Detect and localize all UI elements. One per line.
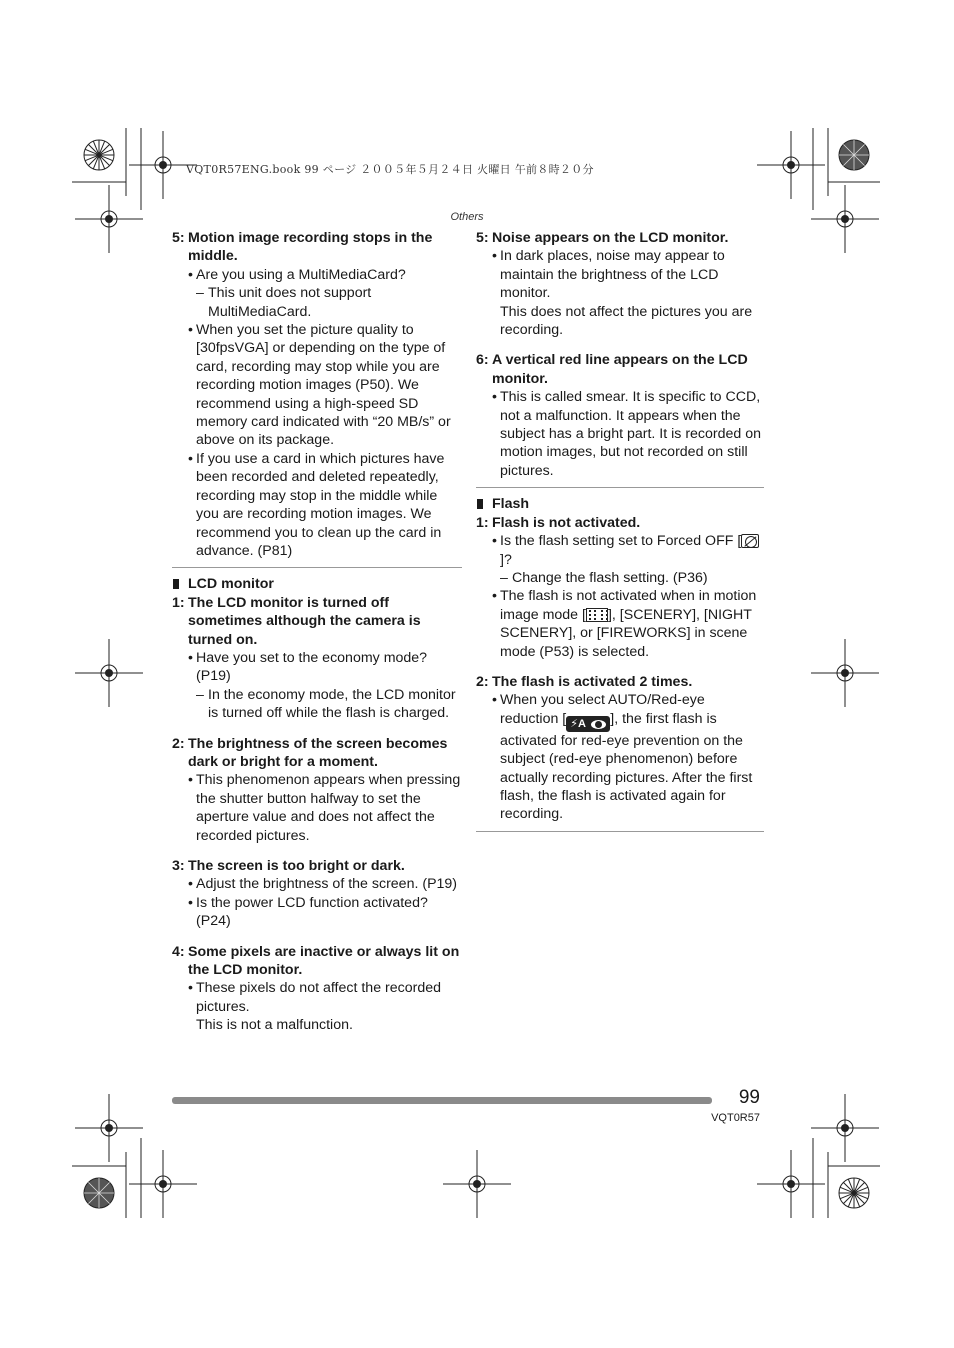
dash-item: – Change the flash setting. (P36) xyxy=(500,569,708,586)
right-column xyxy=(476,229,764,832)
square-bullet-icon xyxy=(477,499,483,509)
question-heading: 1: Flash is not activated. xyxy=(476,514,641,531)
bullet-item: • Adjust the brightness of the screen. (P19) xyxy=(188,876,458,893)
question-heading: 5: Motion image recording stops in the middle. xyxy=(172,230,433,265)
red-eye-reduction-icon: ⚡A xyxy=(566,716,610,732)
page-number: 99 xyxy=(738,1087,760,1108)
bullet-icon: • xyxy=(188,649,193,666)
dash-icon: – xyxy=(500,569,508,586)
bullet-item: • This is called smear. It is specific to CCD, not a malfunction. It appears when the subject has a bright part. It is recorded on motion images, but not recorded on still pictures. xyxy=(492,389,762,479)
bullet-item: • When you set the picture quality to [30fpsVGA] or depending on the type of card, recording may stop while you are recording motion images (P50). We recommend using a high-speed SD memory card indicated with “20 MB/s” or above on its package. xyxy=(188,322,451,449)
bullet-icon: • xyxy=(188,980,193,997)
bullet-icon: • xyxy=(188,322,193,339)
question-heading: 2: The flash is activated 2 times. xyxy=(476,673,693,690)
bullet-icon: • xyxy=(188,450,193,467)
bullet-icon: • xyxy=(188,894,193,911)
bullet-icon: • xyxy=(492,588,497,605)
question-heading: 5: Noise appears on the LCD monitor. xyxy=(476,230,729,246)
flash-off-icon xyxy=(741,534,759,548)
bullet-icon: • xyxy=(492,389,497,406)
bullet-item: • When you select AUTO/Red-eye reduction [ ⚡A ], the first flash is activated for red-eye prevention on the subject (red-eye phenomenon) before actually recording pictures. After the first flash, the flash is activated again for recording. xyxy=(492,692,753,823)
paragraph: This does not affect the pictures you are recording. xyxy=(500,303,753,339)
bullet-icon: • xyxy=(188,876,193,893)
bullet-item: • In dark places, noise may appear to maintain the brightness of the LCD monitor. xyxy=(492,248,725,302)
bullet-item: • If you use a card in which pictures have been recorded and deleted repeatedly, recording may stop in the middle while you are recording motion images. We recommend you to clean up the card in advance. (P81) xyxy=(188,450,445,559)
bullet-icon: • xyxy=(492,248,497,265)
question-heading: 2: The brightness of the screen becomes dark or bright for a moment. xyxy=(172,735,448,770)
divider xyxy=(476,831,764,832)
bullet-icon: • xyxy=(188,266,193,283)
dash-item: – In the economy mode, the LCD monitor is turned off while the flash is charged. xyxy=(196,686,456,722)
bullet-item: • These pixels do not affect the recorded pictures. xyxy=(188,980,442,1015)
bullet-icon: • xyxy=(188,772,193,789)
model-code: VQT0R57 xyxy=(711,1112,760,1124)
section-label: Others xyxy=(450,211,484,223)
question-heading: 3: The screen is too bright or dark. xyxy=(172,858,405,874)
eye-icon xyxy=(591,720,606,729)
bullet-item: • The flash is not activated when in motion image mode [ ], [SCENERY], [NIGHT SCENERY], or [FIREWORKS] in scene mode (P53) is selected. xyxy=(492,588,757,660)
bullet-icon: • xyxy=(492,692,497,709)
question-heading: 4: Some pixels are inactive or always lit on the LCD monitor. xyxy=(172,943,460,979)
footer-bar xyxy=(172,1097,712,1104)
section-heading-lcd: LCD monitor xyxy=(172,575,462,593)
bullet-item: • This phenomenon appears when pressing the shutter button halfway to set the aperture value and does not affect the recorded pictures. xyxy=(188,772,461,844)
dash-item: – This unit does not support MultiMediaCard. xyxy=(196,285,372,320)
bullet-item: • Is the flash setting set to Forced OFF []? xyxy=(476,532,764,569)
question-heading: 6: A vertical red line appears on the LCD monitor. xyxy=(476,352,748,387)
bullet-icon: • xyxy=(492,533,497,550)
film-icon xyxy=(586,608,608,622)
bullet-item: • Is the power LCD function activated? (P24) xyxy=(188,894,428,930)
square-bullet-icon xyxy=(173,579,179,589)
dash-icon: – xyxy=(196,686,204,703)
paragraph: This is not a malfunction. xyxy=(196,1017,353,1034)
bullet-item: • Have you set to the economy mode? (P19) xyxy=(188,649,428,685)
question-heading: 1: The LCD monitor is turned off sometimes although the camera is turned on. xyxy=(172,594,421,648)
left-column xyxy=(172,229,462,1035)
print-header: VQT0R57ENG.book 99 ページ ２００５年５月２４日 火曜日 午前８時２０分 xyxy=(186,163,594,176)
section-heading-flash: Flash xyxy=(476,495,764,513)
bullet-item: • Are you using a MultiMediaCard? xyxy=(188,266,406,283)
dash-icon: – xyxy=(196,285,204,302)
